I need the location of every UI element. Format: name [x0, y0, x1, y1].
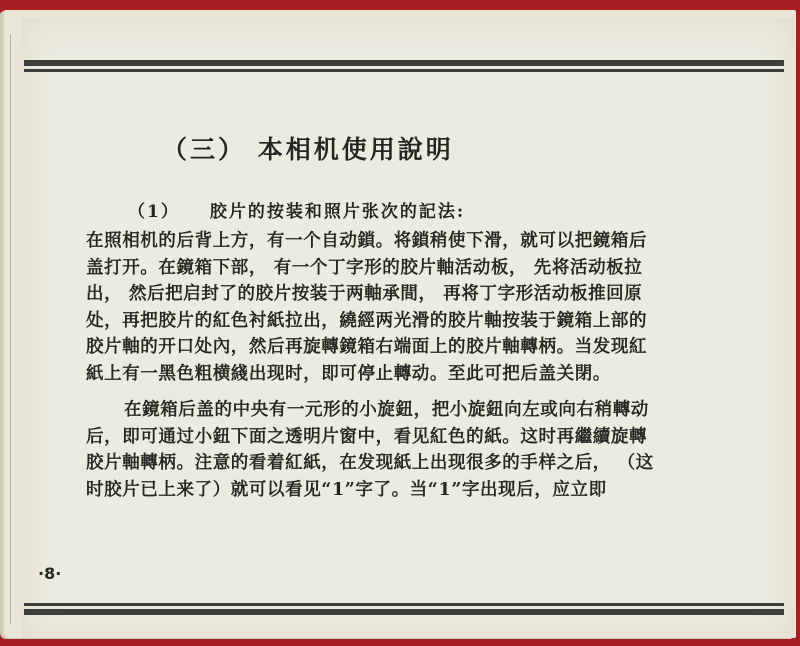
paragraph-gap [86, 387, 766, 397]
body-text [86, 228, 766, 503]
paragraph1-line: 出， 然后把启封了的胶片按装于两軸承間， 再将丁字形活动板推回原 [86, 284, 643, 304]
paragraph2-line: 时胶片已上来了）就可以看见“1”字了。当“1”字出现后，应立即 [86, 479, 607, 500]
paragraph1-line: 盖打开。在鏡箱下部， 有一个丁字形的胶片軸活动板， 先将活动板拉 [86, 257, 643, 278]
paragraph1-line: 处，再把胶片的紅色衬紙拉出，繞經两光滑的胶片軸按装于鏡箱上部的 [86, 310, 648, 331]
top-rule-thick [24, 60, 784, 66]
page-number: ·8· [38, 564, 62, 583]
paragraph2-line: 胶片軸轉柄。注意的看着紅紙，在发现紙上出现很多的手样之后， （这 [86, 453, 654, 473]
paragraph1-line: 在照相机的后背上方，有一个自动鎖。将鎖稍使下滑，就可以把鏡箱后 [86, 231, 648, 251]
top-rule-thin [24, 69, 784, 72]
section-title: （三） 本相机使用說明 [162, 135, 454, 164]
paragraph2-line: 在鏡箱后盖的中央有一元形的小旋鈕，把小旋鈕向左或向右稍轉动 [124, 400, 649, 420]
paragraph1-line: 胶片軸的开口处內，然后再旋轉鏡箱右端面上的胶片軸轉柄。当发现紅 [86, 337, 648, 357]
bottom-rule-thin [24, 603, 784, 606]
bottom-rule-thick [24, 609, 784, 615]
subsection-heading [128, 197, 465, 222]
paragraph2-line: 后，即可通过小鈕下面之透明片窗中，看见紅色的紙。这时再繼續旋轉 [86, 426, 648, 447]
subsection-number: （1） [128, 202, 180, 222]
subsection-title: 胶片的按装和照片张次的記法: [209, 202, 466, 222]
paragraph1-line: 紙上有一黑色粗横綫出现时，即可停止轉动。至此可把后盖关閉。 [86, 363, 611, 384]
